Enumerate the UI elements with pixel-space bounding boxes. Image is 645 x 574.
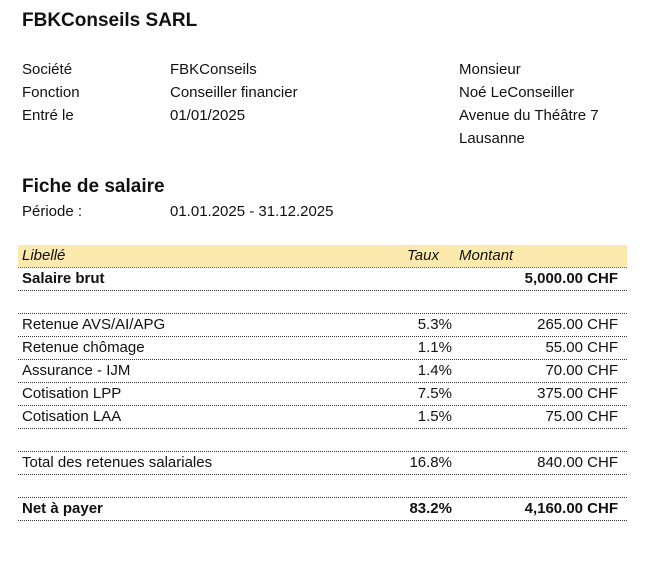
address-salutation: Monsieur <box>459 61 521 78</box>
table-row <box>18 406 627 429</box>
table-row <box>18 337 627 360</box>
salary-table <box>18 245 627 521</box>
header-label: Libellé <box>22 247 66 264</box>
deduction-label: Cotisation LPP <box>22 385 122 402</box>
net-label: Net à payer <box>22 500 103 517</box>
deduction-amount: 70.00 CHF <box>545 362 618 379</box>
deduction-rate: 5.3% <box>417 316 452 333</box>
address-street: Avenue du Théâtre 7 <box>459 107 599 124</box>
table-row <box>18 360 627 383</box>
total-label: Total des retenues salariales <box>22 454 213 471</box>
total-rate: 16.8% <box>409 454 452 471</box>
deduction-label: Assurance - IJM <box>22 362 131 379</box>
net-rate: 83.2% <box>409 500 452 517</box>
function-value: Conseiller financier <box>170 84 298 101</box>
deduction-rate: 1.1% <box>417 339 452 356</box>
total-amount: 840.00 CHF <box>537 454 618 471</box>
header-rate: Taux <box>407 247 439 264</box>
table-spacer <box>18 291 627 314</box>
function-label: Fonction <box>22 84 80 101</box>
company-label: Société <box>22 61 73 78</box>
deduction-rate: 7.5% <box>417 385 452 402</box>
deduction-label: Retenue chômage <box>22 339 145 356</box>
table-header <box>18 245 627 268</box>
table-row <box>18 314 627 337</box>
gross-salary-row <box>18 268 627 291</box>
deduction-rate: 1.5% <box>417 408 452 425</box>
period-value: 01.01.2025 - 31.12.2025 <box>170 203 334 220</box>
deduction-amount: 265.00 CHF <box>537 316 618 333</box>
deduction-amount: 55.00 CHF <box>545 339 618 356</box>
deduction-amount: 375.00 CHF <box>537 385 618 402</box>
company-name: FBKConseils SARL <box>22 10 198 31</box>
deduction-label: Cotisation LAA <box>22 408 122 425</box>
start-date-label: Entré le <box>22 107 74 124</box>
gross-label: Salaire brut <box>22 270 105 287</box>
company-value: FBKConseils <box>170 61 257 78</box>
deduction-rate: 1.4% <box>417 362 452 379</box>
deduction-label: Retenue AVS/AI/APG <box>22 316 166 333</box>
address-city: Lausanne <box>459 130 525 147</box>
total-deductions-row <box>18 452 627 475</box>
deduction-amount: 75.00 CHF <box>545 408 618 425</box>
table-spacer <box>18 475 627 498</box>
start-date-value: 01/01/2025 <box>170 107 246 124</box>
period-label: Période : <box>22 203 83 220</box>
net-pay-row <box>18 498 627 521</box>
gross-amount: 5,000.00 CHF <box>524 270 618 287</box>
address-name: Noé LeConseiller <box>459 84 575 101</box>
slip-title: Fiche de salaire <box>22 176 165 197</box>
table-spacer <box>18 429 627 452</box>
table-row <box>18 383 627 406</box>
header-amount: Montant <box>459 247 514 264</box>
net-amount: 4,160.00 CHF <box>524 500 618 517</box>
